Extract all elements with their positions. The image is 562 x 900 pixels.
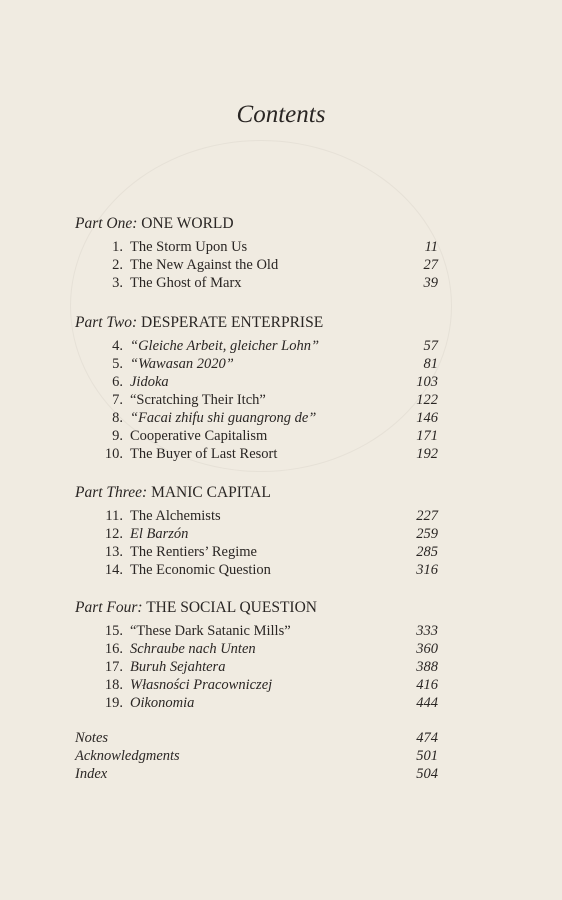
toc-entry bbox=[0, 622, 562, 640]
toc-entry bbox=[0, 373, 562, 391]
chapter-title: Schraube nach Unten bbox=[130, 641, 256, 657]
toc-entry bbox=[0, 355, 562, 373]
chapter-title: Buruh Sejahtera bbox=[130, 659, 226, 675]
page-number: 39 bbox=[423, 275, 438, 291]
part-title: MANIC CAPITAL bbox=[151, 484, 271, 501]
chapter-title: El Barzón bbox=[130, 526, 189, 542]
page-number: 103 bbox=[416, 374, 438, 390]
page-number: 11 bbox=[424, 239, 438, 255]
toc-entry bbox=[0, 427, 562, 445]
back-matter-entry bbox=[0, 729, 562, 747]
toc-entry bbox=[0, 561, 562, 579]
chapter-number: 6. bbox=[112, 374, 123, 390]
page-number: 81 bbox=[423, 356, 438, 372]
page-number: 227 bbox=[416, 508, 438, 524]
part-label: Part Two: bbox=[75, 314, 138, 331]
page-number: 259 bbox=[416, 526, 438, 542]
page-number: 333 bbox=[416, 623, 438, 639]
chapter-title: “These Dark Satanic Mills” bbox=[130, 623, 291, 639]
toc-entry bbox=[0, 238, 562, 256]
chapter-title: The Storm Upon Us bbox=[130, 239, 248, 255]
page-number: 474 bbox=[416, 730, 438, 746]
toc-entry bbox=[0, 507, 562, 525]
chapter-number: 13. bbox=[104, 544, 123, 560]
chapter-title: Własności Pracowniczej bbox=[130, 677, 273, 693]
part-heading-four bbox=[75, 599, 317, 617]
chapter-number: 19. bbox=[104, 695, 123, 711]
part-heading-two bbox=[75, 314, 323, 332]
chapter-number: 7. bbox=[112, 392, 123, 408]
chapter-title: The Buyer of Last Resort bbox=[130, 446, 278, 462]
chapter-number: 9. bbox=[112, 428, 123, 444]
chapter-number: 8. bbox=[112, 410, 123, 426]
page-title: Contents bbox=[236, 101, 326, 128]
page-number: 122 bbox=[416, 392, 438, 408]
page-number: 504 bbox=[416, 766, 438, 782]
page-number: 501 bbox=[416, 748, 438, 764]
chapter-number: 4. bbox=[112, 338, 123, 354]
part-heading-three bbox=[75, 484, 271, 502]
part-label: Part Four: bbox=[75, 599, 143, 616]
toc-entry bbox=[0, 337, 562, 355]
part-title: THE SOCIAL QUESTION bbox=[146, 599, 317, 616]
page-number: 171 bbox=[416, 428, 438, 444]
toc-entry bbox=[0, 409, 562, 427]
toc-entry bbox=[0, 676, 562, 694]
page-number: 146 bbox=[416, 410, 438, 426]
chapter-number: 2. bbox=[112, 257, 123, 273]
chapter-number: 3. bbox=[112, 275, 123, 291]
part-title: DESPERATE ENTERPRISE bbox=[141, 314, 324, 331]
chapter-title: The Economic Question bbox=[130, 562, 271, 578]
back-matter-title: Index bbox=[75, 766, 108, 782]
toc-entry bbox=[0, 543, 562, 561]
chapter-title: “Scratching Their Itch” bbox=[130, 392, 266, 408]
page-number: 192 bbox=[416, 446, 438, 462]
page-number: 416 bbox=[416, 677, 438, 693]
page-number: 285 bbox=[416, 544, 438, 560]
back-matter-entry bbox=[0, 747, 562, 765]
back-matter-title: Notes bbox=[75, 730, 109, 746]
toc-entry bbox=[0, 256, 562, 274]
toc-entry bbox=[0, 525, 562, 543]
page-number: 360 bbox=[416, 641, 438, 657]
back-matter-title: Acknowledgments bbox=[75, 748, 180, 764]
part-title: ONE WORLD bbox=[141, 215, 234, 232]
toc-entry bbox=[0, 658, 562, 676]
chapter-title: Oikonomia bbox=[130, 695, 195, 711]
chapter-number: 10. bbox=[104, 446, 123, 462]
chapter-title: The Alchemists bbox=[130, 508, 221, 524]
chapter-title: The Rentiers’ Regime bbox=[130, 544, 257, 560]
chapter-number: 17. bbox=[104, 659, 123, 675]
part-label: Part One: bbox=[75, 215, 138, 232]
chapter-title: “Gleiche Arbeit, gleicher Lohn” bbox=[130, 338, 320, 354]
chapter-number: 1. bbox=[112, 239, 123, 255]
chapter-title: The New Against the Old bbox=[130, 257, 279, 273]
chapter-title: The Ghost of Marx bbox=[130, 275, 242, 291]
toc-entry bbox=[0, 274, 562, 292]
chapter-title: Cooperative Capitalism bbox=[130, 428, 268, 444]
page-number: 57 bbox=[423, 338, 438, 354]
chapter-number: 16. bbox=[104, 641, 123, 657]
chapter-title: “Facai zhifu shi guangrong de” bbox=[130, 410, 317, 426]
page-number: 316 bbox=[416, 562, 438, 578]
chapter-number: 11. bbox=[105, 508, 123, 524]
chapter-number: 15. bbox=[104, 623, 123, 639]
toc-entry bbox=[0, 445, 562, 463]
chapter-number: 18. bbox=[104, 677, 123, 693]
chapter-title: “Wawasan 2020” bbox=[130, 356, 234, 372]
back-matter-entry bbox=[0, 765, 562, 783]
part-label: Part Three: bbox=[75, 484, 148, 501]
page-number: 27 bbox=[423, 257, 438, 273]
chapter-number: 12. bbox=[104, 526, 123, 542]
chapter-number: 14. bbox=[104, 562, 123, 578]
toc-entry bbox=[0, 391, 562, 409]
toc-entry bbox=[0, 694, 562, 712]
chapter-title: Jidoka bbox=[130, 374, 169, 390]
part-heading-one bbox=[75, 215, 234, 233]
page-number: 444 bbox=[416, 695, 438, 711]
chapter-number: 5. bbox=[112, 356, 123, 372]
toc-entry bbox=[0, 640, 562, 658]
page-number: 388 bbox=[416, 659, 438, 675]
